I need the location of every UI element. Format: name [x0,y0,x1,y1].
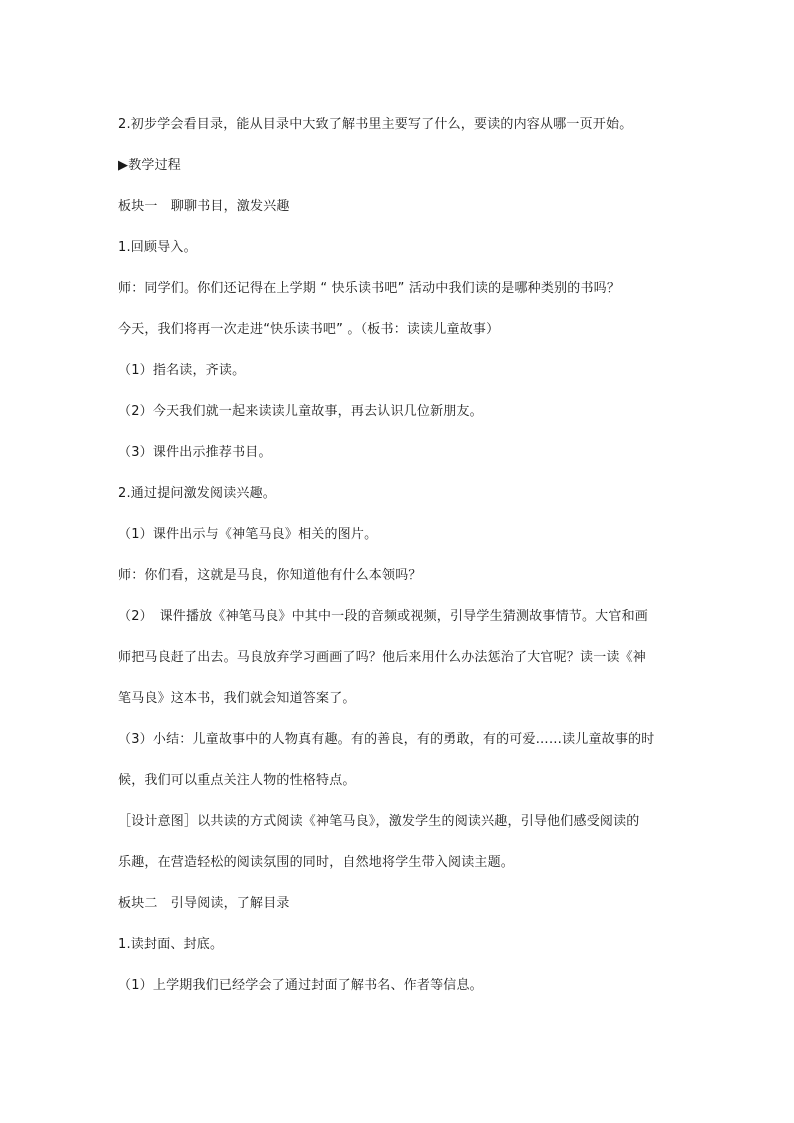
section-heading-teaching-process: ▶教学过程 [118,158,181,173]
block-one-heading: 板块一 聊聊书目，激发兴趣 [118,199,290,214]
step-review-intro: 1.回顾导入。 [118,240,197,255]
sub-step-2: （2）今天我们就一起来读读儿童故事，再去认识几位新朋友。 [118,404,483,419]
paragraph-line: 笔马良》这本书，我们就会知道答案了。 [118,691,356,706]
summary-line: 候，我们可以重点关注人物的性格特点。 [118,773,356,788]
sub-step-1: （1）指名读，齐读。 [118,363,246,378]
objective-line: 2.初步学会看目录，能从目录中大致了解书里主要写了什么，要读的内容从哪一页开始。 [118,117,633,132]
step-questions: 2.通过提问激发阅读兴趣。 [118,486,277,501]
document-body [118,104,680,1006]
sub-step-3: （3）课件出示推荐书目。 [118,445,272,460]
design-intent-line: 乐趣，在营造轻松的阅读氛围的同时，自然地将学生带入阅读主题。 [118,855,515,870]
paragraph-line: 师把马良赶了出去。马良放弃学习画画了吗？他后来用什么办法惩治了大官呢？读一读《神 [118,650,647,665]
design-intent-line: ［设计意图］以共读的方式阅读《神笔马良》，激发学生的阅读兴趣，引导他们感受阅读的 [118,814,640,829]
step-read-cover: 1.读封面、封底。 [118,937,224,952]
teacher-line-2: 今天，我们将再一次走进“快乐读书吧” 。（板书：读读儿童故事） [118,322,500,337]
sub-step-show-pictures: （1）课件出示与《神笔马良》相关的图片。 [118,527,378,542]
block-two-heading: 板块二 引导阅读，了解目录 [118,896,290,911]
teacher-line-1: 师：同学们。你们还记得在上学期 “ 快乐读书吧” 活动中我们读的是哪种类别的书吗？ [118,281,621,296]
sub-step-cover-info: （1）上学期我们已经学会了通过封面了解书名、作者等信息。 [118,978,483,993]
summary-line: （3）小结：儿童故事中的人物真有趣。有的善良，有的勇敢，有的可爱……读儿童故事的时 [118,732,655,747]
teacher-question: 师：你们看，这就是马良，你知道他有什么本领吗？ [118,568,422,583]
paragraph-line: （2） 课件播放《神笔马良》中其中一段的音频或视频，引导学生猜测故事情节。大官和画 [118,609,648,624]
